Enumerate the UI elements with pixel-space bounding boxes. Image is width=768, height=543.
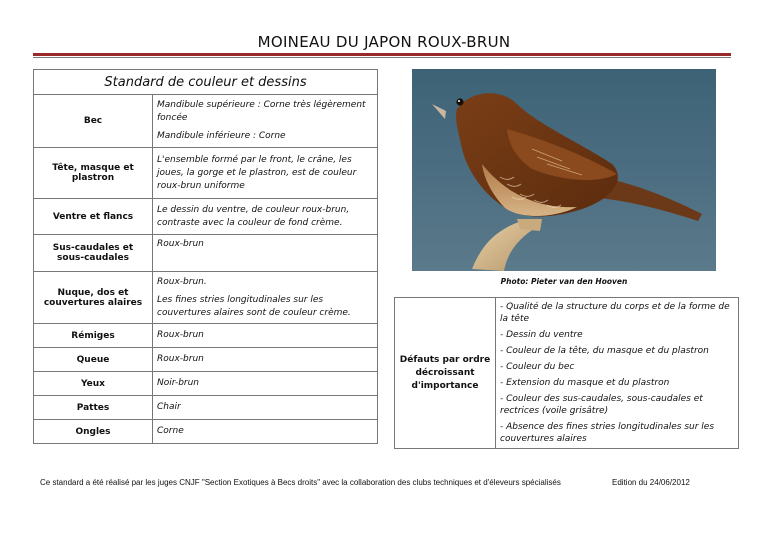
row-label: Ventre et flancs (34, 199, 153, 235)
row-value (153, 235, 378, 272)
defect-item: - Couleur du bec (500, 362, 575, 372)
table-row (34, 348, 378, 372)
row-value (153, 199, 378, 235)
row-value (153, 420, 378, 444)
defects-table (394, 297, 739, 449)
table-row (34, 396, 378, 420)
table-row (34, 272, 378, 324)
table-row (34, 372, 378, 396)
row-line: Roux-brun (157, 354, 204, 364)
row-label: Sus-caudales et sous-caudales (34, 235, 153, 272)
title-rule-shadow (33, 57, 731, 58)
defect-item: - Extension du masque et du plastron (500, 378, 670, 388)
row-label: Nuque, dos et couvertures alaires (34, 272, 153, 324)
row-line: Corne (157, 426, 184, 436)
title-rule (33, 53, 731, 56)
row-value (153, 272, 378, 324)
defect-item: - Absence des fines stries longitudinales sur les couvertures alaires (500, 422, 715, 444)
defect-item: - Couleur de la tête, du masque et du plastron (500, 346, 709, 356)
defect-item: - Couleur des sus-caudales, sous-caudales et rectrices (voile grisâtre) (500, 394, 703, 416)
defect-item: - Dessin du ventre (500, 330, 583, 340)
row-value (153, 95, 378, 148)
row-value (153, 372, 378, 396)
row-value (153, 396, 378, 420)
table-row (34, 148, 378, 199)
row-value (153, 148, 378, 199)
row-line: Roux-brun (157, 330, 204, 340)
row-label: Ongles (34, 420, 153, 444)
footer-note: Ce standard a été réalisé par les juges CNJF "Section Exotiques à Becs droits" avec la collaboration des clubs techniques et d'éleveurs spécialisés (40, 478, 561, 487)
row-label: Pattes (34, 396, 153, 420)
photo-credit: Photo: Pieter van den Hooven (500, 277, 628, 286)
row-label: Queue (34, 348, 153, 372)
table-row (34, 235, 378, 272)
row-value (153, 348, 378, 372)
edition-date: Edition du 24/06/2012 (612, 478, 690, 487)
row-line: Roux-brun. (157, 276, 207, 287)
row-line: Mandibule supérieure : Corne très légèrement foncée (157, 100, 366, 123)
row-line: Le dessin du ventre, de couleur roux-brun, contraste avec la couleur de fond crème. (157, 204, 350, 228)
row-label: Rémiges (34, 324, 153, 348)
defect-item: - Qualité de la structure du corps et de la forme de la tête (500, 302, 730, 324)
defects-list (496, 298, 739, 449)
row-value (153, 324, 378, 348)
bird-photo (412, 69, 716, 271)
page-title: MOINEAU DU JAPON ROUX-BRUN (257, 33, 511, 51)
row-line: Les fines stries longitudinales sur les couvertures alaires sont de couleur crème. (157, 294, 351, 318)
row-line: Chair (157, 402, 181, 412)
table-row (34, 199, 378, 235)
bird-illustration (412, 69, 716, 271)
row-line: Mandibule inférieure : Corne (157, 131, 286, 141)
standard-heading: Standard de couleur et dessins (34, 70, 378, 95)
table-row (34, 95, 378, 148)
defects-label: Défauts par ordre décroissant d'importance (395, 298, 496, 449)
row-label: Tête, masque et plastron (34, 148, 153, 199)
row-line: Roux-brun (157, 239, 204, 249)
row-label: Yeux (34, 372, 153, 396)
row-label: Bec (34, 95, 153, 148)
row-line: L'ensemble formé par le front, le crâne, les joues, la gorge et le plastron, est de couleur roux-brun uniforme (157, 154, 357, 191)
table-row (34, 420, 378, 444)
table-row (34, 324, 378, 348)
color-standard-table (33, 69, 378, 444)
row-line: Noir-brun (157, 378, 200, 388)
